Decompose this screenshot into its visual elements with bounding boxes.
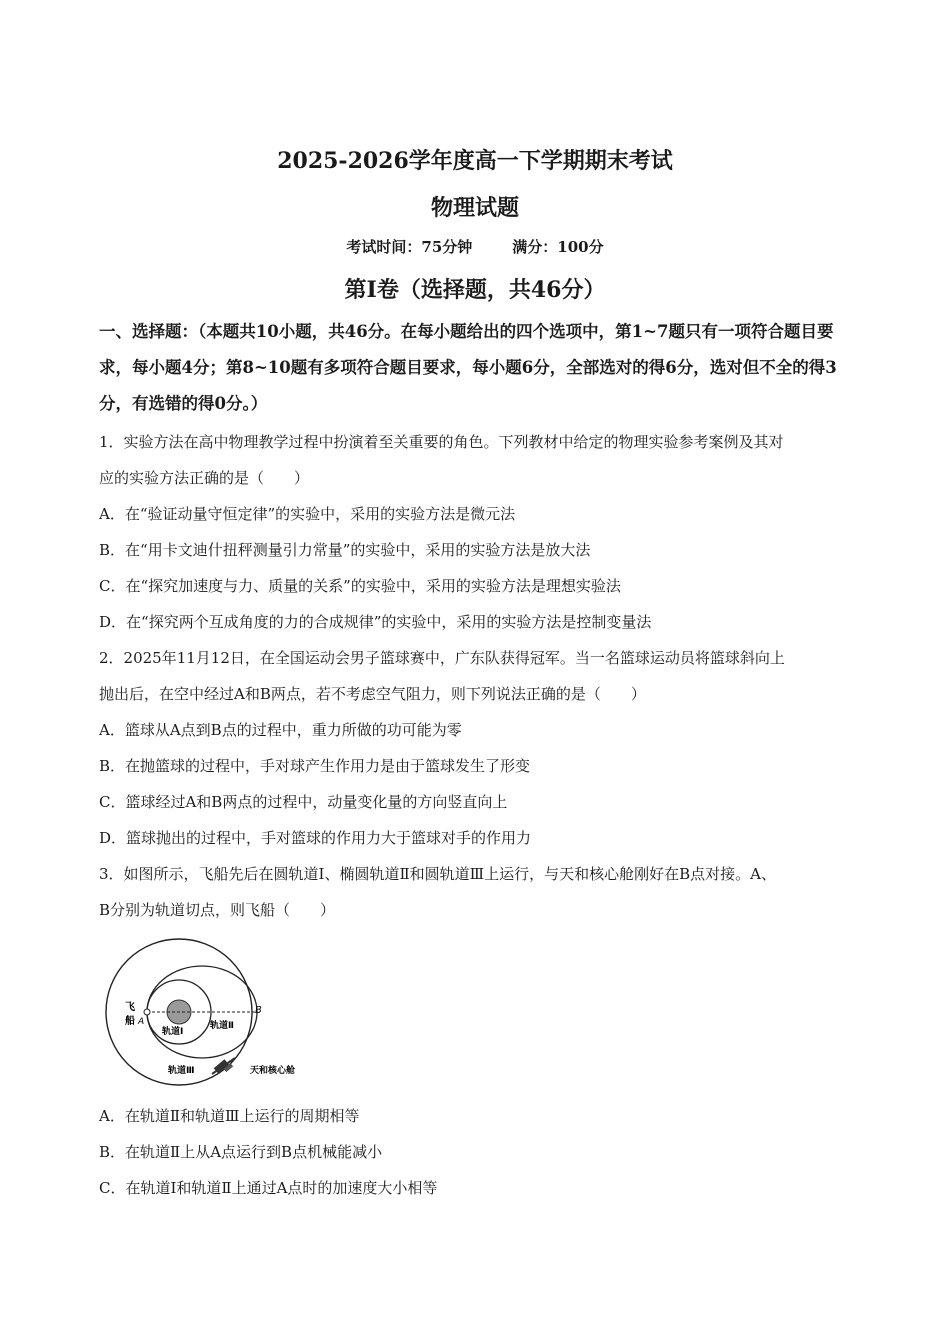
label-ship-1: 飞 [125, 1002, 135, 1013]
score-label: 满分：100分 [512, 238, 604, 256]
q2-option-c: C．篮球经过A和B两点的过程中，动量变化量的方向竖直向上 [99, 793, 508, 811]
q3-option-b: B．在轨道Ⅱ上从A点运行到B点机械能减小 [99, 1143, 383, 1161]
q1-option-d: D．在“探究两个互成角度的力的合成规律”的实验中，采用的实验方法是控制变量法 [99, 613, 652, 631]
time-label: 考试时间：75分钟 [346, 238, 473, 256]
label-a: A [138, 1017, 145, 1027]
q1-option-c: C．在“探究加速度与力、质量的关系”的实验中，采用的实验方法是理想实验法 [99, 577, 621, 595]
space-station-icon [212, 1058, 235, 1074]
q2-stem-line-2: 抛出后，在空中经过A和B两点，若不考虑空气阻力，则下列说法正确的是（ ） [99, 685, 646, 703]
orbit-figure [98, 934, 338, 1088]
q1-option-a: A．在“验证动量守恒定律”的实验中，采用的实验方法是微元法 [99, 505, 516, 523]
q2-option-d: D．篮球抛出的过程中，手对篮球的作用力大于篮球对手的作用力 [99, 829, 532, 847]
label-station: 天和核心舱 [250, 1066, 296, 1076]
label-orbit-3: 轨道Ⅲ [168, 1066, 195, 1076]
q2-stem-line-1: 2．2025年11月12日，在全国运动会男子篮球赛中，广东队获得冠军。当一名篮球运动员将篮球斜向上 [99, 649, 785, 667]
q1-option-b: B．在“用卡文迪什扭秤测量引力常量”的实验中，采用的实验方法是放大法 [99, 541, 591, 559]
q2-option-b: B．在抛篮球的过程中，手对球产生作用力是由于篮球发生了形变 [99, 757, 531, 775]
ship-icon [144, 1009, 150, 1015]
exam-title: 2025-2026学年度高一下学期期末考试 [277, 148, 673, 174]
subject-title: 物理试题 [430, 195, 519, 221]
section-instructions: 一、选择题：（本题共10小题，共46分。在每小题给出的四个选项中，第1~7题只有一项符合题目要求，每小题4分；第8~10题有多项符合题目要求，每小题6分，全部选对的得6分，选对但不全的得3分，有选错的得0分。） [99, 322, 837, 413]
q2-option-a: A．篮球从A点到B点的过程中，重力所做的功可能为零 [99, 721, 462, 739]
q3-stem-line-2: B分别为轨道切点，则飞船（ ） [99, 901, 336, 919]
q3-stem-line-1: 3．如图所示，飞船先后在圆轨道Ⅰ、椭圆轨道Ⅱ和圆轨道Ⅲ上运行，与天和核心舱刚好在B点对接。A、 [99, 865, 776, 883]
part-title: 第Ⅰ卷（选择题，共46分） [344, 277, 606, 303]
label-orbit-2: 轨道Ⅱ [210, 1021, 234, 1031]
q1-stem-line-2: 应的实验方法正确的是（ ） [99, 469, 310, 487]
q3-option-c: C．在轨道Ⅰ和轨道Ⅱ上通过A点时的加速度大小相等 [99, 1179, 438, 1197]
exam-info [0, 236, 950, 257]
label-ship-2: 船 [125, 1016, 135, 1027]
label-b: B [255, 1005, 262, 1016]
q1-stem-line-1: 1．实验方法在高中物理教学过程中扮演着至关重要的角色。下列教材中给定的物理实验参考案例及其对 [99, 433, 784, 451]
label-orbit-1: 轨道Ⅰ [162, 1027, 184, 1037]
q3-option-a: A．在轨道Ⅱ和轨道Ⅲ上运行的周期相等 [99, 1107, 360, 1125]
